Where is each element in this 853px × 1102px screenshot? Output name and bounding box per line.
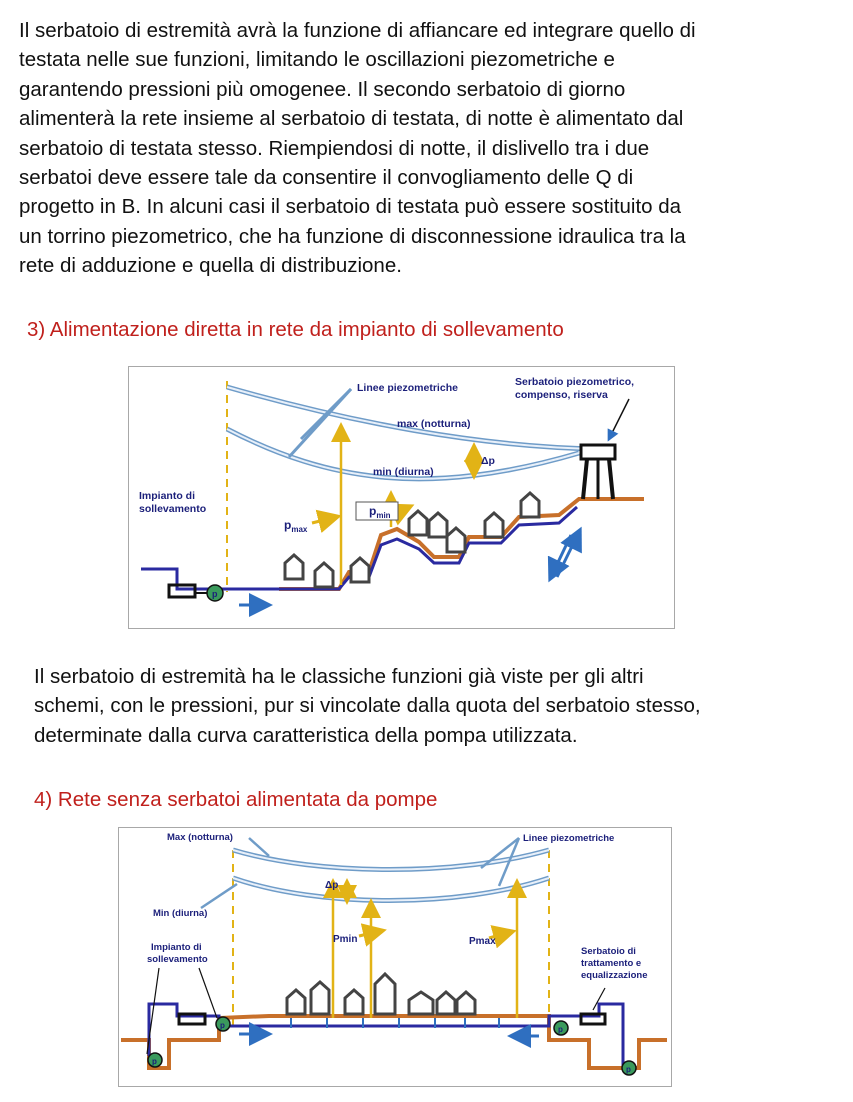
label-serbatoio-line1: Serbatoio piezometrico, <box>515 376 635 388</box>
label-serbatoio-line2: trattamento e <box>581 958 642 969</box>
label-pmax: p <box>284 518 292 532</box>
text-line: progetto in B. In alcuni casi il serbatoio di testata può essere sostituito da <box>19 195 682 219</box>
label-pmax: Pmax <box>469 936 496 947</box>
label-pmin: Pmin <box>333 934 358 945</box>
intake-reservoir <box>169 585 195 597</box>
paragraph-intro <box>19 16 847 281</box>
figure-pump-network-diagram <box>118 827 672 1087</box>
label-pmax-sub: max <box>291 525 308 534</box>
text-line: rete di adduzione e quella di distribuzione. <box>19 254 402 278</box>
text-line: Il serbatoio di estremità avrà la funzione di affiancare ed integrare quello di <box>19 19 696 42</box>
text-line: alimenterà la rete insieme al serbatoio di testata, di notte è alimentato dal <box>19 107 684 131</box>
label-pump: p <box>212 589 218 599</box>
label-pump: p <box>558 1025 563 1034</box>
section-4-heading: 4) Rete senza serbatoi alimentata da pompe <box>34 788 438 811</box>
label-serbatoio-line1: Serbatoio di <box>581 946 636 957</box>
text-line: schemi, con le pressioni, pur si vincolate dalla quota del serbatoio stesso, <box>34 694 701 718</box>
label-pump: p <box>626 1065 631 1074</box>
piezometric-tower <box>581 445 615 499</box>
label-max-notturna: max (notturna) <box>397 418 471 430</box>
paragraph-extremity-tank <box>34 662 849 750</box>
text-line: testata nelle sue funzioni, limitando le oscillazioni piezometriche e <box>19 48 615 72</box>
label-impianto-line1: Impianto di <box>139 490 195 502</box>
text-line: serbatoi deve essere tale da consentire il convogliamento delle Q di <box>19 166 634 190</box>
text-line: garantendo pressioni più omogenee. Il secondo serbatoio di giorno <box>19 77 626 101</box>
label-serbatoio-line3: equalizzazione <box>581 970 648 981</box>
label-impianto-line2: sollevamento <box>139 503 207 515</box>
text-line: determinate dalla curva caratteristica della pompa utilizzata. <box>34 723 578 747</box>
text-line: serbatoio di testata stesso. Riempiendosi di notte, il dislivello tra i due <box>19 136 650 160</box>
text-line: un torrino piezometrico, che ha funzione di disconnessione idraulica tra la <box>19 224 686 248</box>
label-pmin-sub: min <box>376 511 391 520</box>
label-linee-piezometriche: Linee piezometriche <box>357 382 458 394</box>
label-pump: p <box>220 1021 225 1030</box>
houses <box>287 974 475 1014</box>
label-max-notturna: Max (notturna) <box>167 832 233 843</box>
label-pmin: p <box>369 504 377 518</box>
reservoir-left <box>179 1014 205 1024</box>
label-linee-piezometriche: Linee piezometriche <box>523 833 615 844</box>
text-line: Il serbatoio di estremità ha le classiche funzioni già viste per gli altri <box>34 665 644 688</box>
label-delta-p: Δp <box>481 455 495 467</box>
label-impianto-line2: sollevamento <box>147 954 208 965</box>
label-delta-p: Δp <box>325 880 339 891</box>
label-pump: p <box>152 1057 157 1066</box>
figure-direct-supply-diagram <box>128 366 675 629</box>
reservoir-right <box>581 1014 605 1024</box>
section-3-heading: 3) Alimentazione diretta in rete da impianto di sollevamento <box>27 318 564 341</box>
label-impianto-line1: Impianto di <box>151 942 202 953</box>
diagram-1 <box>129 367 674 628</box>
label-min-diurna: min (diurna) <box>373 466 434 478</box>
diagram-2 <box>119 828 671 1086</box>
label-serbatoio-line2: compenso, riserva <box>515 389 608 401</box>
svg-text:pmax <box>284 518 308 534</box>
label-min-diurna: Min (diurna) <box>153 908 208 919</box>
